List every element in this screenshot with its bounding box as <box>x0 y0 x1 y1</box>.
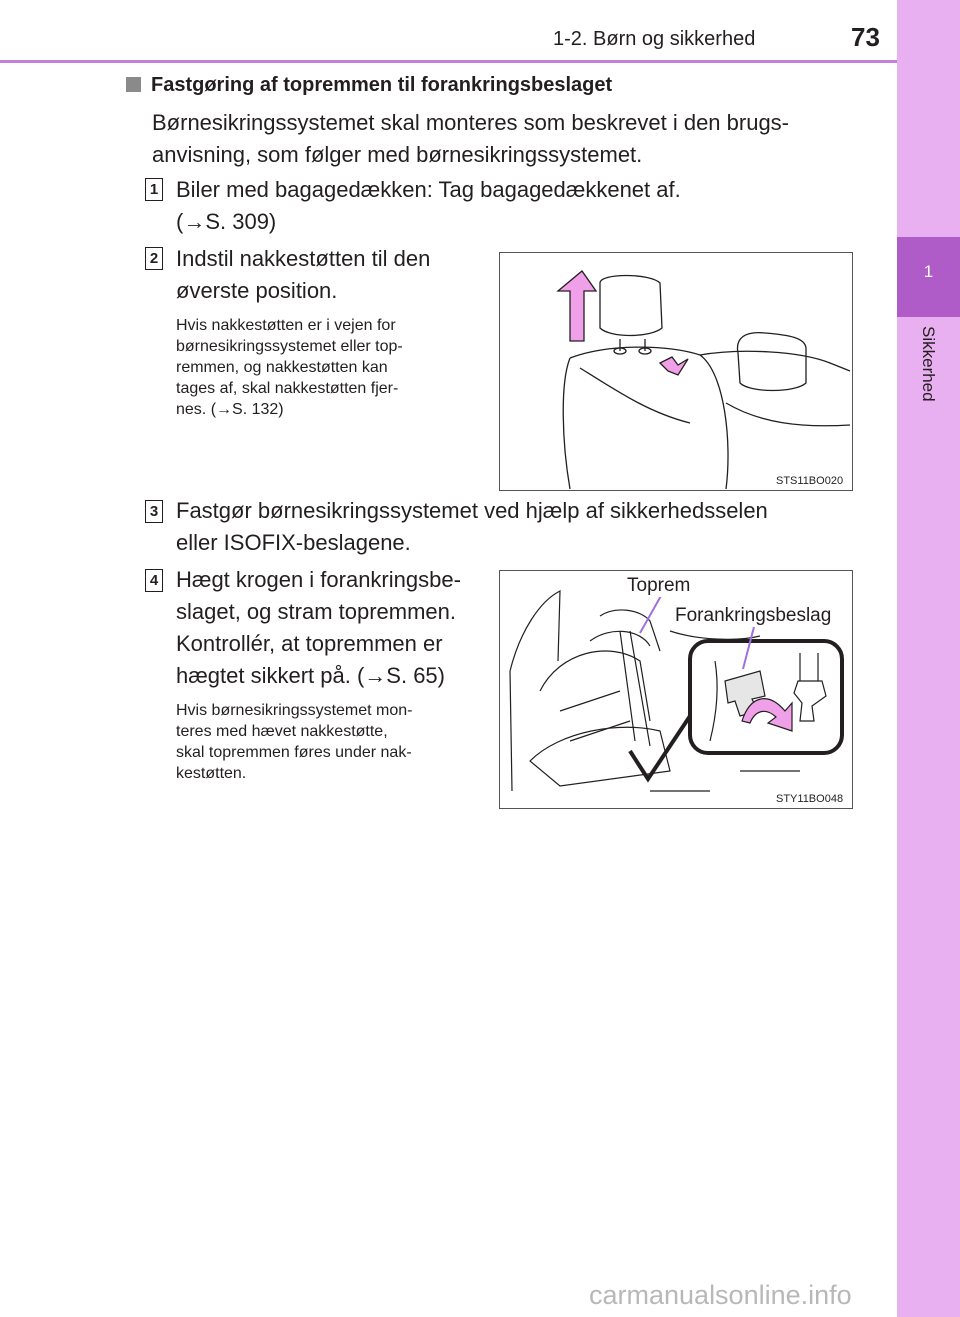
page-number: 73 <box>851 22 880 52</box>
step-number: 2 <box>145 247 163 270</box>
step-4-note-line: Hvis børnesikringssystemet mon- <box>176 702 413 719</box>
step-number: 4 <box>145 569 163 592</box>
headrest-illustration <box>500 253 852 490</box>
intro-line-2: anvisning, som følger med børnesikringssystemet. <box>152 142 643 167</box>
figure-headrest <box>499 252 853 491</box>
step-number: 1 <box>145 178 163 201</box>
step-2-line-2: øverste position. <box>176 278 338 303</box>
step-2-note-line: nes. (→S. 132) <box>176 401 284 418</box>
chapter-label: Sikkerhed <box>919 326 938 402</box>
figure-child-seat <box>499 570 853 809</box>
step-4-line: Kontrollér, at topremmen er <box>176 631 443 656</box>
chapter-side-tab <box>897 0 960 1317</box>
step-4-note-line: kestøtten. <box>176 765 247 782</box>
watermark: carmanualsonline.info <box>589 1280 852 1310</box>
step-3-line-2: eller ISOFIX-beslagene. <box>176 530 411 555</box>
detail-inset <box>690 641 842 753</box>
figure-code: STS11BO020 <box>776 475 844 487</box>
header-rule <box>0 60 897 63</box>
section-heading <box>126 74 612 97</box>
step-number: 3 <box>145 500 163 523</box>
bullet-square-icon <box>126 77 141 92</box>
step-3-line-1: Fastgør børnesikringssystemet ved hjælp af sikkerhedsselen <box>176 498 768 523</box>
step-2-note-line: tages af, skal nakkestøtten fjer- <box>176 380 399 397</box>
label-toprem: Toprem <box>627 575 691 596</box>
push-arrow-icon <box>660 357 688 375</box>
step-4-line: slaget, og stram topremmen. <box>176 599 457 624</box>
section-heading-text: Fastgøring af topremmen til forankringsbeslaget <box>151 74 613 96</box>
step-2-note-line: børnesikringssystemet eller top- <box>176 338 403 355</box>
step-4-note-line: teres med hævet nakkestøtte, <box>176 723 388 740</box>
step-2-note-line: remmen, og nakkestøtten kan <box>176 359 388 376</box>
step-1-line-2: (→S. 309) <box>176 209 277 234</box>
step-1-line-1: Biler med bagagedækken: Tag bagagedækkenet af. <box>176 177 681 202</box>
label-anchor: Forankringsbeslag <box>675 605 832 626</box>
figure-code: STY11BO048 <box>776 793 844 805</box>
running-header: 1-2. Børn og sikkerhed <box>553 28 756 50</box>
step-4-note-line: skal topremmen føres under nak- <box>176 744 412 761</box>
up-arrow-icon <box>558 271 596 341</box>
step-4-line: hægtet sikkert på. (→S. 65) <box>176 663 445 688</box>
intro-line-1: Børnesikringssystemet skal monteres som beskrevet i den brugs- <box>152 110 790 135</box>
chapter-number: 1 <box>923 262 934 281</box>
step-2-note-line: Hvis nakkestøtten er i vejen for <box>176 317 396 334</box>
step-2-line-1: Indstil nakkestøtten til den <box>176 246 431 271</box>
step-4-line: Hægt krogen i forankringsbe- <box>176 567 461 592</box>
